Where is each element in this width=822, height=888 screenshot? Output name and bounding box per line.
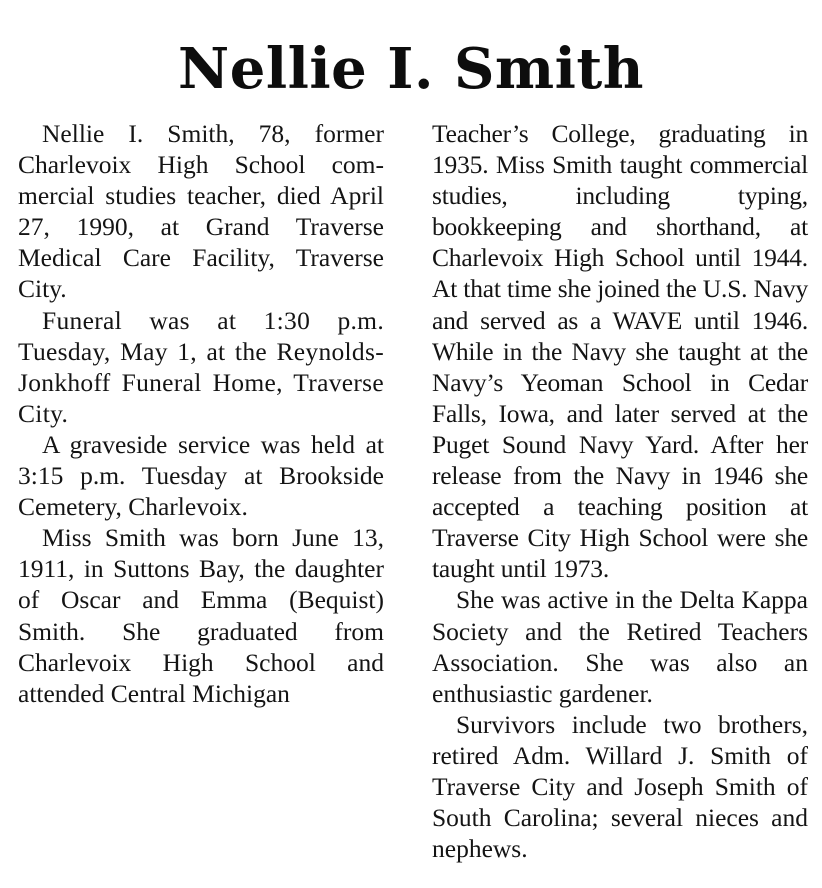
paragraph-death-notice: Nellie I. Smith, 78, former Charlevoix High School commercial studies teacher, died April 27, 1990, at Grand Traverse Medical Care Facility, Traverse City. (18, 119, 384, 304)
obituary-headline: Nellie I. Smith (178, 36, 644, 102)
paragraph-survivors: Survivors include two brothers, retired Adm. Willard J. Smith of Traverse City and Joseph Smith of South Carolina; several nieces and nephews. (432, 709, 808, 864)
paragraph-biography-continued: Teacher’s College, graduating in 1935. Miss Smith taught commercial studies, including typing, bookkeeping and shorthand, at Charlevoix High School until 1944. At that time she joined the U.S. Navy and served as a WAVE until 1946. While in the Navy she taught at the Navy’s Yeoman School in Cedar Falls, Iowa, and later served at the Puget Sound Navy Yard. After her release from the Navy in 1946 she accepted a teaching position at Traverse City High School were she taught until 1973. (432, 119, 808, 584)
left-column (18, 118, 384, 709)
paragraph-graveside-service: A graveside service was held at 3:15 p.m. Tuesday at Brookside Cemetery, Charlevoix. (18, 429, 384, 522)
right-column (432, 118, 808, 864)
paragraph-funeral: Funeral was at 1:30 p.m. Tuesday, May 1, at the Reynolds-Jonkhoff Funeral Home, Traverse City. (18, 305, 384, 428)
paragraph-activities: She was active in the Delta Kappa Society and the Retired Teachers Association. She was also an enthusiastic gardener. (432, 585, 808, 708)
paragraph-biography-start: Miss Smith was born June 13, 1911, in Suttons Bay, the daughter of Oscar and Emma (Bequist) Smith. She graduated from Charlevoix High School and attended Central Michigan (18, 523, 384, 708)
